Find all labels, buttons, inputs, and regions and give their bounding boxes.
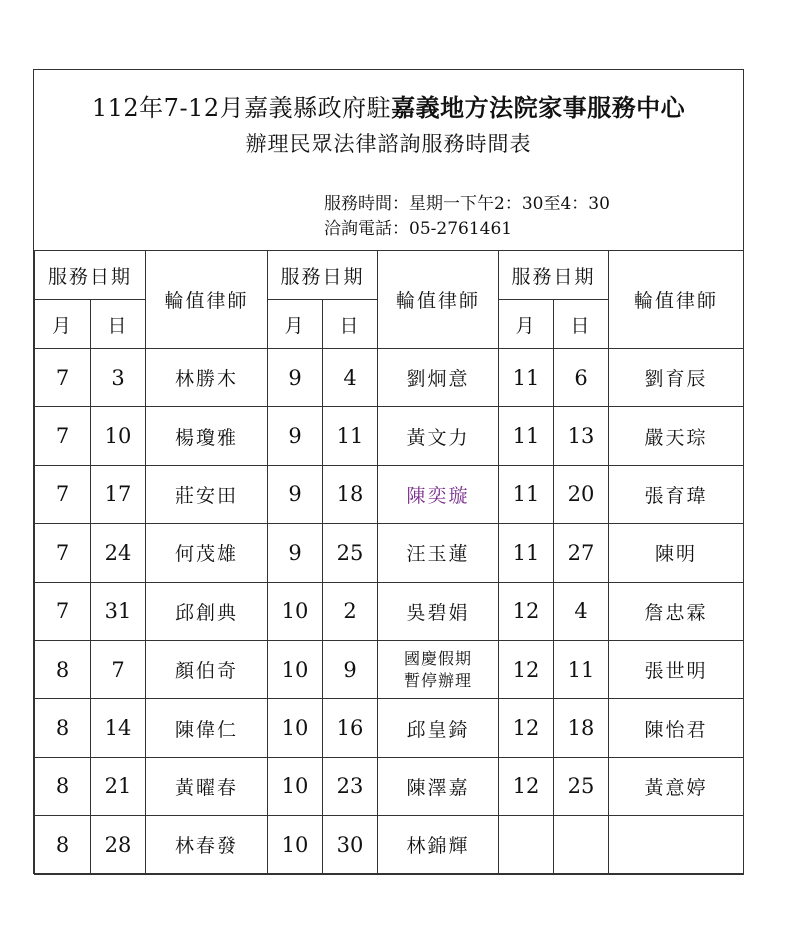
page-title bbox=[34, 93, 743, 123]
day-cell: 27 bbox=[554, 524, 609, 582]
month-cell: 7 bbox=[35, 407, 91, 465]
day-cell: 14 bbox=[91, 699, 146, 757]
month-cell: 12 bbox=[499, 757, 554, 815]
lawyer-cell: 黃文力 bbox=[378, 407, 499, 465]
month-cell: 11 bbox=[499, 349, 554, 407]
month-cell: 11 bbox=[499, 524, 554, 582]
day-cell: 11 bbox=[323, 407, 378, 465]
day-cell: 2 bbox=[323, 582, 378, 640]
note-line: 暫停辦理 bbox=[404, 670, 473, 690]
day-cell: 16 bbox=[323, 699, 378, 757]
lawyer-cell: 莊安田 bbox=[146, 465, 268, 523]
table-row bbox=[35, 349, 744, 407]
header-day: 日 bbox=[91, 300, 146, 349]
day-cell: 25 bbox=[323, 524, 378, 582]
day-cell: 13 bbox=[554, 407, 609, 465]
day-cell: 25 bbox=[554, 757, 609, 815]
day-cell: 18 bbox=[554, 699, 609, 757]
day-cell: 17 bbox=[91, 465, 146, 523]
lawyer-cell bbox=[378, 640, 499, 698]
table-row bbox=[35, 524, 744, 582]
header-service-date: 服務日期 bbox=[268, 251, 378, 300]
schedule-sheet bbox=[33, 69, 744, 874]
note-line: 國慶假期 bbox=[404, 648, 473, 668]
day-cell: 11 bbox=[554, 640, 609, 698]
lawyer-cell: 陳怡君 bbox=[609, 699, 744, 757]
lawyer-cell: 張育瑋 bbox=[609, 465, 744, 523]
header-lawyer: 輪值律師 bbox=[378, 251, 499, 349]
day-cell: 4 bbox=[554, 582, 609, 640]
title-prefix: 112年7-12月嘉義縣政府駐 bbox=[91, 94, 392, 122]
lawyer-cell: 陳奕璇 bbox=[378, 465, 499, 523]
table-row bbox=[35, 582, 744, 640]
day-cell: 10 bbox=[91, 407, 146, 465]
service-info bbox=[324, 192, 610, 242]
lawyer-cell: 林勝木 bbox=[146, 349, 268, 407]
header-month: 月 bbox=[35, 300, 91, 349]
lawyer-cell: 顏伯奇 bbox=[146, 640, 268, 698]
month-cell: 12 bbox=[499, 640, 554, 698]
lawyer-cell: 林春發 bbox=[146, 816, 268, 874]
month-cell: 8 bbox=[35, 640, 91, 698]
header-month: 月 bbox=[268, 300, 323, 349]
day-cell: 23 bbox=[323, 757, 378, 815]
lawyer-cell: 吳碧娟 bbox=[378, 582, 499, 640]
month-cell: 12 bbox=[499, 699, 554, 757]
month-cell: 10 bbox=[268, 640, 323, 698]
month-cell: 10 bbox=[268, 816, 323, 874]
header-day: 日 bbox=[554, 300, 609, 349]
month-cell: 8 bbox=[35, 757, 91, 815]
header-service-date: 服務日期 bbox=[35, 251, 146, 300]
month-cell: 9 bbox=[268, 524, 323, 582]
day-cell bbox=[554, 816, 609, 874]
day-cell: 9 bbox=[323, 640, 378, 698]
lawyer-cell: 陳澤嘉 bbox=[378, 757, 499, 815]
table-row bbox=[35, 816, 744, 874]
lawyer-cell: 劉炯意 bbox=[378, 349, 499, 407]
lawyer-cell bbox=[609, 816, 744, 874]
table-row bbox=[35, 699, 744, 757]
month-cell: 9 bbox=[268, 349, 323, 407]
table-row bbox=[35, 757, 744, 815]
lawyer-cell: 劉育辰 bbox=[609, 349, 744, 407]
lawyer-cell: 何茂雄 bbox=[146, 524, 268, 582]
month-cell bbox=[499, 816, 554, 874]
day-cell: 30 bbox=[323, 816, 378, 874]
lawyer-cell: 張世明 bbox=[609, 640, 744, 698]
month-cell: 8 bbox=[35, 816, 91, 874]
month-cell: 8 bbox=[35, 699, 91, 757]
lawyer-cell: 陳明 bbox=[609, 524, 744, 582]
service-time: 服務時間：星期一下午2：30至4：30 bbox=[324, 194, 610, 214]
header-lawyer: 輪值律師 bbox=[609, 251, 744, 349]
header-day: 日 bbox=[323, 300, 378, 349]
day-cell: 4 bbox=[323, 349, 378, 407]
day-cell: 7 bbox=[91, 640, 146, 698]
month-cell: 10 bbox=[268, 757, 323, 815]
header-lawyer: 輪值律師 bbox=[146, 251, 268, 349]
day-cell: 3 bbox=[91, 349, 146, 407]
lawyer-cell: 黃曜春 bbox=[146, 757, 268, 815]
month-cell: 11 bbox=[499, 407, 554, 465]
day-cell: 21 bbox=[91, 757, 146, 815]
month-cell: 10 bbox=[268, 582, 323, 640]
schedule-header bbox=[34, 70, 743, 251]
month-cell: 9 bbox=[268, 465, 323, 523]
month-cell: 9 bbox=[268, 407, 323, 465]
month-cell: 11 bbox=[499, 465, 554, 523]
month-cell: 7 bbox=[35, 465, 91, 523]
day-cell: 24 bbox=[91, 524, 146, 582]
header-month: 月 bbox=[499, 300, 554, 349]
lawyer-cell: 邱創典 bbox=[146, 582, 268, 640]
table-row bbox=[35, 407, 744, 465]
month-cell: 7 bbox=[35, 524, 91, 582]
lawyer-cell: 陳偉仁 bbox=[146, 699, 268, 757]
lawyer-cell: 汪玉蓮 bbox=[378, 524, 499, 582]
day-cell: 18 bbox=[323, 465, 378, 523]
lawyer-cell: 黃意婷 bbox=[609, 757, 744, 815]
month-cell: 7 bbox=[35, 582, 91, 640]
lawyer-cell: 嚴天琮 bbox=[609, 407, 744, 465]
title-emphasis: 嘉義地方法院家事服務中心 bbox=[391, 93, 686, 122]
month-cell: 7 bbox=[35, 349, 91, 407]
table-row bbox=[35, 465, 744, 523]
day-cell: 20 bbox=[554, 465, 609, 523]
day-cell: 6 bbox=[554, 349, 609, 407]
month-cell: 10 bbox=[268, 699, 323, 757]
month-cell: 12 bbox=[499, 582, 554, 640]
lawyer-cell: 林錦輝 bbox=[378, 816, 499, 874]
header-service-date: 服務日期 bbox=[499, 251, 609, 300]
schedule-table bbox=[34, 250, 743, 874]
lawyer-cell: 詹忠霖 bbox=[609, 582, 744, 640]
lawyer-cell: 楊瓊雅 bbox=[146, 407, 268, 465]
day-cell: 28 bbox=[91, 816, 146, 874]
table-row bbox=[35, 640, 744, 698]
lawyer-cell: 邱皇錡 bbox=[378, 699, 499, 757]
day-cell: 31 bbox=[91, 582, 146, 640]
page-subtitle: 辦理民眾法律諮詢服務時間表 bbox=[245, 132, 532, 156]
phone-number: 洽詢電話：05-2761461 bbox=[324, 219, 513, 239]
